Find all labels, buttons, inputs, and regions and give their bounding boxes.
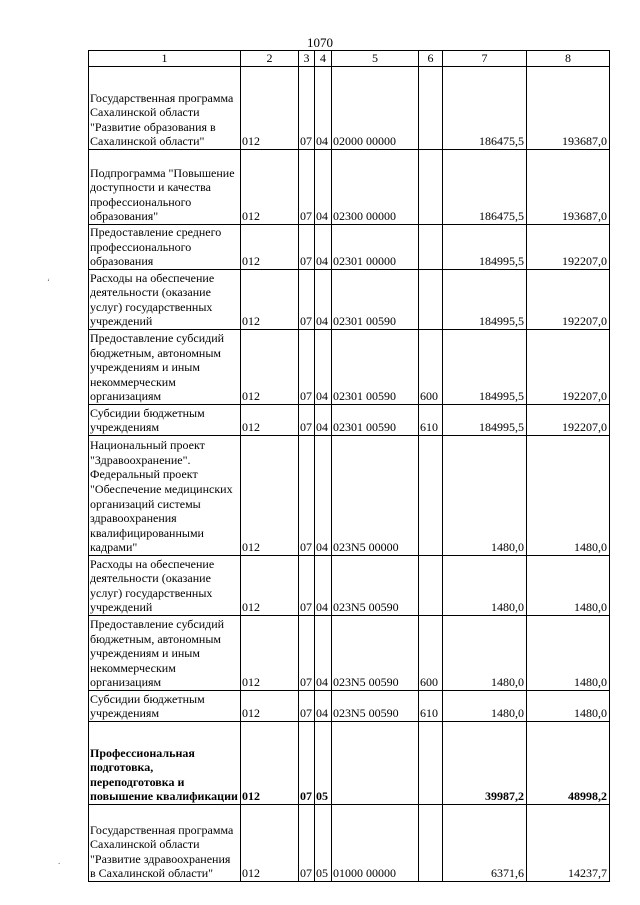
scan-speck: .	[58, 856, 61, 866]
subsection-code-cell: 05	[315, 722, 332, 805]
target-code-cell: 023N5 00590	[332, 691, 419, 722]
section-code-cell: 07	[299, 330, 315, 405]
column-header: 4	[315, 51, 332, 67]
expense-type-cell: 600	[419, 616, 443, 691]
target-code-cell: 02301 00590	[332, 405, 419, 436]
row-name: Субсидии бюджетным учреждениям	[89, 405, 241, 436]
amount-cell: 192207,0	[527, 225, 610, 270]
column-header: 5	[332, 51, 419, 67]
budget-table	[88, 50, 610, 882]
admin-code-cell: 012	[241, 270, 299, 330]
subsection-code-cell: 05	[315, 805, 332, 882]
scan-speck: ‘	[47, 277, 50, 287]
target-code-cell: 023N5 00590	[332, 616, 419, 691]
table-row	[89, 330, 610, 405]
target-code-cell: 02301 00590	[332, 270, 419, 330]
admin-code-cell: 012	[241, 405, 299, 436]
amount-cell: 193687,0	[527, 67, 610, 150]
table-row	[89, 805, 610, 882]
table-row	[89, 67, 610, 150]
amount-cell: 14237,7	[527, 805, 610, 882]
target-code-cell: 02301 00590	[332, 330, 419, 405]
column-header: 1	[89, 51, 241, 67]
amount-cell: 1480,0	[443, 436, 527, 556]
expense-type-cell: 600	[419, 330, 443, 405]
amount-cell: 184995,5	[443, 225, 527, 270]
amount-cell: 184995,5	[443, 405, 527, 436]
target-code-cell: 02301 00000	[332, 225, 419, 270]
admin-code-cell: 012	[241, 330, 299, 405]
table-row	[89, 225, 610, 270]
amount-cell: 39987,2	[443, 722, 527, 805]
amount-cell: 186475,5	[443, 67, 527, 150]
admin-code-cell: 012	[241, 691, 299, 722]
target-code-cell: 02300 00000	[332, 150, 419, 225]
table-row	[89, 616, 610, 691]
section-code-cell: 07	[299, 691, 315, 722]
table-row	[89, 150, 610, 225]
subsection-code-cell: 04	[315, 270, 332, 330]
amount-cell: 193687,0	[527, 150, 610, 225]
subsection-code-cell: 04	[315, 67, 332, 150]
header-row	[89, 51, 610, 67]
admin-code-cell: 012	[241, 225, 299, 270]
amount-cell: 192207,0	[527, 405, 610, 436]
section-code-cell: 07	[299, 270, 315, 330]
admin-code-cell: 012	[241, 436, 299, 556]
section-code-cell: 07	[299, 616, 315, 691]
section-code-cell: 07	[299, 225, 315, 270]
section-code-cell: 07	[299, 722, 315, 805]
target-code-cell: 02000 00000	[332, 67, 419, 150]
section-code-cell: 07	[299, 405, 315, 436]
column-header: 3	[299, 51, 315, 67]
admin-code-cell: 012	[241, 722, 299, 805]
section-code-cell: 07	[299, 150, 315, 225]
subsection-code-cell: 04	[315, 691, 332, 722]
page-number: 1070	[307, 35, 333, 50]
amount-cell: 192207,0	[527, 330, 610, 405]
subsection-code-cell: 04	[315, 225, 332, 270]
column-header: 6	[419, 51, 443, 67]
row-name: Субсидии бюджетным учреждениям	[89, 691, 241, 722]
amount-cell: 192207,0	[527, 270, 610, 330]
amount-cell: 1480,0	[443, 691, 527, 722]
section-code-cell: 07	[299, 67, 315, 150]
amount-cell: 48998,2	[527, 722, 610, 805]
expense-type-cell	[419, 722, 443, 805]
subsection-code-cell: 04	[315, 556, 332, 616]
table-row	[89, 436, 610, 556]
row-name: Национальный проект "Здравоохранение". Федеральный проект "Обеспечение медицинских организаций системы здравоохранения квалифицированными кадрами"	[89, 436, 241, 556]
subsection-code-cell: 04	[315, 150, 332, 225]
table-row	[89, 405, 610, 436]
amount-cell: 1480,0	[443, 556, 527, 616]
amount-cell: 1480,0	[527, 556, 610, 616]
table-row	[89, 691, 610, 722]
expense-type-cell	[419, 556, 443, 616]
admin-code-cell: 012	[241, 616, 299, 691]
amount-cell: 186475,5	[443, 150, 527, 225]
expense-type-cell	[419, 150, 443, 225]
column-header: 7	[443, 51, 527, 67]
row-name: Государственная программа Сахалинской области "Развитие образования в Сахалинской области"	[89, 67, 241, 150]
table-row	[89, 556, 610, 616]
amount-cell: 1480,0	[527, 691, 610, 722]
row-name: Государственная программа Сахалинской области "Развитие здравоохранения в Сахалинской области"	[89, 805, 241, 882]
expense-type-cell	[419, 270, 443, 330]
amount-cell: 1480,0	[443, 616, 527, 691]
row-name: Расходы на обеспечение деятельности (оказание услуг) государственных учреждений	[89, 556, 241, 616]
expense-type-cell	[419, 225, 443, 270]
amount-cell: 184995,5	[443, 330, 527, 405]
target-code-cell: 023N5 00590	[332, 556, 419, 616]
admin-code-cell: 012	[241, 67, 299, 150]
amount-cell: 6371,6	[443, 805, 527, 882]
section-code-cell: 07	[299, 805, 315, 882]
row-name: Предоставление среднего профессионального образования	[89, 225, 241, 270]
expense-type-cell: 610	[419, 691, 443, 722]
expense-type-cell	[419, 67, 443, 150]
target-code-cell	[332, 722, 419, 805]
amount-cell: 184995,5	[443, 270, 527, 330]
subsection-code-cell: 04	[315, 405, 332, 436]
table-row	[89, 270, 610, 330]
row-name: Профессиональная подготовка, переподготовка и повышение квалификации	[89, 722, 241, 805]
row-name: Предоставление субсидий бюджетным, автономным учреждениям и иным некоммерческим организациям	[89, 616, 241, 691]
section-code-cell: 07	[299, 556, 315, 616]
amount-cell: 1480,0	[527, 616, 610, 691]
column-header: 8	[527, 51, 610, 67]
amount-cell: 1480,0	[527, 436, 610, 556]
expense-type-cell: 610	[419, 405, 443, 436]
subsection-code-cell: 04	[315, 436, 332, 556]
admin-code-cell: 012	[241, 805, 299, 882]
expense-type-cell	[419, 805, 443, 882]
subsection-code-cell: 04	[315, 330, 332, 405]
row-name: Расходы на обеспечение деятельности (оказание услуг) государственных учреждений	[89, 270, 241, 330]
section-code-cell: 07	[299, 436, 315, 556]
row-name: Подпрограмма "Повышение доступности и качества профессионального образования"	[89, 150, 241, 225]
row-name: Предоставление субсидий бюджетным, автономным учреждениям и иным некоммерческим организациям	[89, 330, 241, 405]
subsection-code-cell: 04	[315, 616, 332, 691]
expense-type-cell	[419, 436, 443, 556]
table-row	[89, 722, 610, 805]
admin-code-cell: 012	[241, 150, 299, 225]
target-code-cell: 023N5 00000	[332, 436, 419, 556]
admin-code-cell: 012	[241, 556, 299, 616]
target-code-cell: 01000 00000	[332, 805, 419, 882]
column-header: 2	[241, 51, 299, 67]
